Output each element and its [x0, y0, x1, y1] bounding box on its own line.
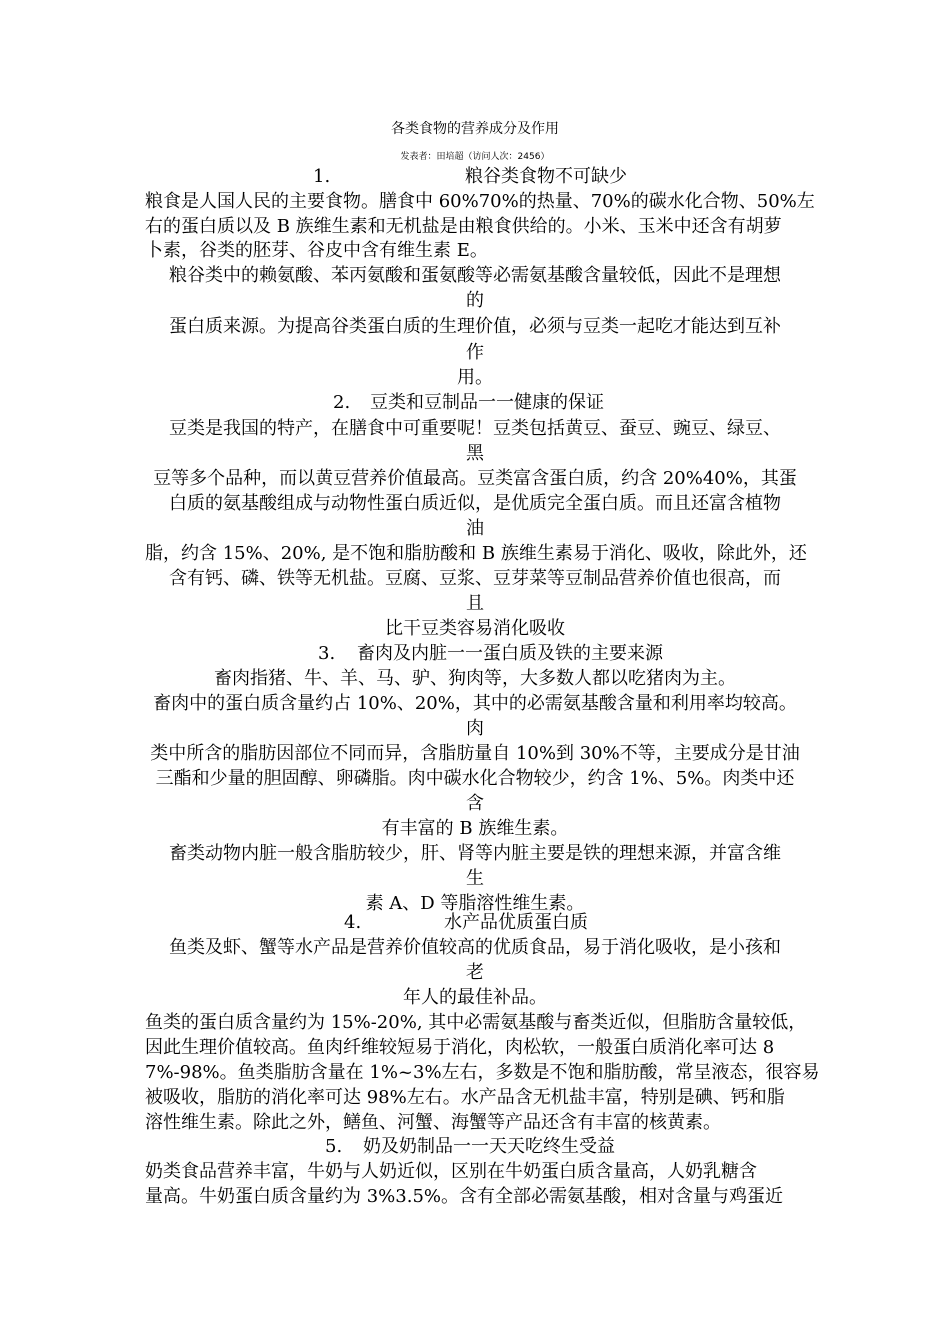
paragraph-line: 粮食是人国人民的主要食物。膳食中 60%70%的热量、70%的碳水化合物、50%左: [145, 191, 815, 212]
section-title: 畜肉及内脏一一蛋白质及铁的主要来源: [357, 643, 663, 664]
paragraph-line: 类中所含的脂肪因部位不同而异，含脂肪量自 10%到 30%不等，主要成分是甘油: [150, 743, 800, 764]
section-number: 1.: [313, 166, 331, 187]
paragraph-line: 鱼类及虾、蟹等水产品是营养价值较高的优质食品，易于消化吸收，是小孩和: [169, 937, 781, 958]
paragraph-line: 右的蛋白质以及 B 族维生素和无机盐是由粮食供给的。小米、玉米中还含有胡萝: [145, 216, 782, 237]
paragraph-line: 老: [466, 962, 484, 983]
paragraph-line: 年人的最佳补品。: [403, 987, 547, 1008]
paragraph-line: 含: [466, 793, 484, 814]
paragraph-line: 卜素，谷类的胚芽、谷皮中含有维生素 E。: [145, 240, 488, 261]
section-title: 粮谷类食物不可缺少: [465, 166, 627, 187]
paragraph-line: 有丰富的 B 族维生素。: [381, 818, 569, 839]
paragraph-line: 量高。牛奶蛋白质含量约为 3%3.5%。含有全部必需氨基酸，相对含量与鸡蛋近: [145, 1186, 784, 1207]
paragraph-line: 脂，约含 15%、20%, 是不饱和脂肪酸和 B 族维生素易于消化、吸收，除此外，还: [145, 543, 807, 564]
paragraph-line: 豆类是我国的特产，在膳食中可重要呢！豆类包括黄豆、蚕豆、豌豆、绿豆、: [169, 418, 781, 439]
paragraph-line: 用。: [457, 367, 493, 388]
paragraph-line: 作: [466, 342, 484, 363]
section-title: 水产品优质蛋白质: [444, 912, 588, 933]
paragraph-line: 粮谷类中的赖氨酸、苯丙氨酸和蛋氨酸等必需氨基酸含量较低，因此不是理想: [169, 265, 781, 286]
paragraph-line: 畜肉指猪、牛、羊、马、驴、狗肉等，大多数人都以吃猪肉为主。: [214, 668, 736, 689]
section-number: 3.: [318, 643, 336, 664]
paragraph-line: 鱼类的蛋白质含量约为 15%-20%, 其中必需氨基酸与畜类近似，但脂肪含量较低，: [145, 1012, 807, 1033]
paragraph-line: 生: [466, 868, 484, 889]
paragraph-line: 白质的氨基酸组成与动物性蛋白质近似，是优质完全蛋白质。而且还富含植物: [169, 493, 781, 514]
paragraph-line: 且: [466, 593, 484, 614]
section-title: 豆类和豆制品一一健康的保证: [370, 392, 604, 413]
paragraph-line: 肉: [466, 718, 484, 739]
paragraph-line: 被吸收，脂肪的消化率可达 98%左右。水产品含无机盐丰富，特别是碘、钙和脂: [145, 1087, 785, 1108]
paragraph-line: 7%-98%。鱼类脂肪含量在 1%~3%左右，多数是不饱和脂肪酸，常呈液态，很容易: [145, 1062, 820, 1083]
paragraph-line: 黑: [466, 443, 484, 464]
paragraph-line: 三酯和少量的胆固醇、卵磷脂。肉中碳水化合物较少，约含 1%、5%。肉类中还: [155, 768, 795, 789]
section-title: 奶及奶制品一一天天吃终生受益: [363, 1136, 615, 1157]
section-number: 5.: [325, 1136, 343, 1157]
paragraph-line: 溶性维生素。除此之外，鳝鱼、河蟹、海蟹等产品还含有丰富的核黄素。: [145, 1112, 721, 1133]
paragraph-line: 油: [466, 518, 484, 539]
paragraph-line: 蛋白质来源。为提高谷类蛋白质的生理价值，必须与豆类一起吃才能达到互补: [169, 316, 781, 337]
paragraph-line: 含有钙、磷、铁等无机盐。豆腐、豆浆、豆芽菜等豆制品营养价值也很高，而: [169, 568, 781, 589]
paragraph-line: 奶类食品营养丰富，牛奶与人奶近似，区别在牛奶蛋白质含量高，人奶乳糖含: [145, 1161, 757, 1182]
section-number: 2.: [333, 392, 351, 413]
paragraph-line: 畜肉中的蛋白质含量约占 10%、20%，其中的必需氨基酸含量和利用率均较高。: [153, 693, 797, 714]
page-title: 各类食物的营养成分及作用: [391, 121, 559, 137]
paragraph-line: 畜类动物内脏一般含脂肪较少，肝、肾等内脏主要是铁的理想来源，并富含维: [169, 843, 781, 864]
paragraph-line: 因此生理价值较高。鱼肉纤维较短易于消化，肉松软，一般蛋白质消化率可达 8: [145, 1037, 775, 1058]
paragraph-line: 比干豆类容易消化吸收: [385, 618, 565, 639]
author-meta: 发表者：田培超（访问人次：2456）: [400, 152, 550, 162]
section-number: 4.: [344, 912, 362, 933]
paragraph-line: 豆等多个品种，而以黄豆营养价值最高。豆类富含蛋白质，约含 20%40%，其蛋: [153, 468, 797, 489]
paragraph-line: 的: [466, 290, 484, 311]
paragraph-line: 素 A、D 等脂溶性维生素。: [365, 893, 585, 914]
